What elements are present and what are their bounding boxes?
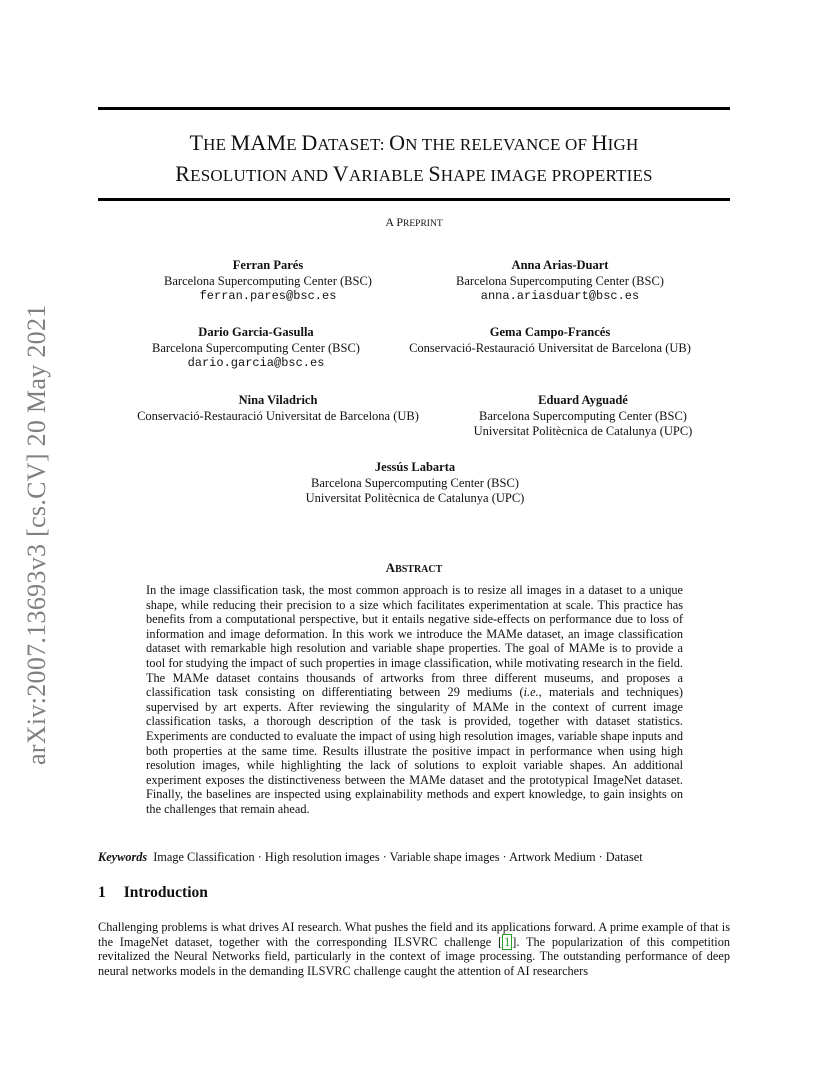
author-name: Anna Arias-Duart: [511, 258, 609, 272]
author-affiliation: Barcelona Supercomputing Center (BSC): [479, 408, 687, 423]
author-block: [385, 325, 715, 356]
author-name: Eduard Ayguadé: [538, 393, 628, 407]
abstract-heading-big: A: [385, 560, 396, 575]
author-email[interactable]: anna.ariasduart@bsc.es: [480, 289, 640, 303]
preprint-small: REPRINT: [403, 219, 443, 229]
citation-link[interactable]: 1: [504, 934, 511, 949]
author-email[interactable]: dario.garcia@bsc.es: [187, 356, 325, 370]
author-affiliation: Barcelona Supercomputing Center (BSC): [311, 475, 519, 490]
title-seg: E: [286, 135, 302, 154]
author-name: Gema Campo-Francés: [489, 325, 611, 339]
arxiv-identifier: arXiv:2007.13693v3 [cs.CV] 20 May 2021: [22, 304, 51, 765]
intro-text-part: ]. The popularization of this competition revitalized the Neural Networks field, particularly in the context of image processing. The outstanding performance of deep neural networks models in the demanding ILSVRC challenge caught the attention of AI researchers: [98, 934, 731, 978]
keywords-label: Keywords: [98, 850, 148, 864]
title-seg: HE: [203, 135, 231, 154]
author-block: [148, 258, 388, 305]
title-top-rule: [98, 107, 730, 110]
author-affiliation: Conservació-Restauració Universitat de Barcelona (UB): [409, 340, 691, 355]
title-seg: IGH: [607, 135, 639, 154]
title-line-1: [98, 128, 730, 159]
keywords-text: Image Classification · High resolution images · Variable shape images · Artwork Medium · Dataset: [153, 850, 643, 864]
title-seg: N THE RELEVANCE OF: [405, 135, 592, 154]
title-seg: ESOLUTION AND: [190, 166, 333, 185]
abstract-text-part: , materials and techniques) supervised by art experts. After reviewing the singularity of MAMe in the context of current image classification tasks, a thorough description of the task is provided, together with dataset statistics. Experiments are conducted to evaluate the impact of using high resolution images, variable shape inputs and both properties at the same time. Results illustrate the positive impact in performance when using high resolution images, while highlighting the lack of solutions to exploit variable shapes. An additional experiment exposes the distinctiveness between the MAMe dataset and the prototypical ImageNet dataset. Finally, the baselines are inspected using explainability methods and expert knowledge, to gain insights on the challenges that remain ahead.: [146, 685, 683, 816]
title-seg: ARIABLE: [348, 166, 429, 185]
title-seg: T: [189, 130, 204, 155]
author-block: [284, 460, 546, 507]
abstract-text-part: In the image classification task, the most common approach is to resize all images in a dataset to a unique shape, while reducing their precision to a size which facilitates experimentation at scale. This practice has benefits from a computational perspective, but it entails negative side-effects on performance due to loss of information and image deformation. In this work we introduce the MAMe dataset, an image classification dataset with remarkable high resolution and variable shape properties. The goal of MAMe is to provide a tool for studying the impact of such properties in image classification, while motivating research in the field. The MAMe dataset contains thousands of artworks from three different museums, and proposes a classification task consisting on differentiating between 29 mediums (: [146, 583, 683, 700]
author-block: [112, 393, 444, 424]
preprint-label: [98, 215, 730, 230]
title-line-2: [98, 159, 730, 190]
title-seg: H: [591, 130, 608, 155]
section-number: 1: [98, 884, 106, 901]
title-seg: V: [332, 161, 349, 186]
section-heading: [98, 884, 208, 902]
keywords-line: [98, 850, 730, 865]
title-seg: MAM: [230, 130, 287, 155]
author-name: Jessús Labarta: [374, 460, 456, 474]
title-seg: O: [389, 130, 406, 155]
author-block: [440, 258, 680, 305]
intro-text-part: Challenging problems is what drives AI research. What pushes the field and its applications forward. A prime example of that is the ImageNet dataset, together with the corresponding ILSVRC challenge [: [98, 920, 730, 949]
author-affiliation-2: Universitat Politècnica de Catalunya (UPC): [305, 491, 525, 505]
author-affiliation-2: Universitat Politècnica de Catalunya (UPC): [473, 424, 693, 438]
title-bottom-rule: [98, 198, 730, 201]
author-affiliation: Barcelona Supercomputing Center (BSC): [164, 273, 372, 288]
author-affiliation: Barcelona Supercomputing Center (BSC): [152, 340, 360, 355]
abstract-text: [146, 583, 683, 817]
author-affiliation: Conservació-Restauració Universitat de Barcelona (UB): [137, 408, 419, 423]
author-block: [118, 325, 394, 372]
title-seg: R: [175, 161, 191, 186]
author-name: Ferran Parés: [232, 258, 304, 272]
title-seg: D: [301, 130, 318, 155]
abstract-text-italic: i.e.: [523, 685, 539, 700]
title-seg: ATASET:: [317, 135, 390, 154]
title-seg: HAPE IMAGE PROPERTIES: [440, 166, 653, 185]
author-email[interactable]: ferran.pares@bsc.es: [199, 289, 337, 303]
intro-paragraph: [98, 920, 730, 978]
author-name: Nina Viladrich: [238, 393, 318, 407]
section-title: Introduction: [123, 884, 208, 901]
paper-title: [98, 128, 730, 190]
abstract-heading-small: BSTRACT: [395, 564, 443, 575]
preprint-big: A P: [385, 215, 404, 229]
title-seg: S: [428, 161, 441, 186]
author-block: [452, 393, 714, 440]
author-affiliation: Barcelona Supercomputing Center (BSC): [456, 273, 664, 288]
abstract-heading: [98, 560, 730, 576]
author-name: Dario Garcia-Gasulla: [198, 325, 314, 339]
